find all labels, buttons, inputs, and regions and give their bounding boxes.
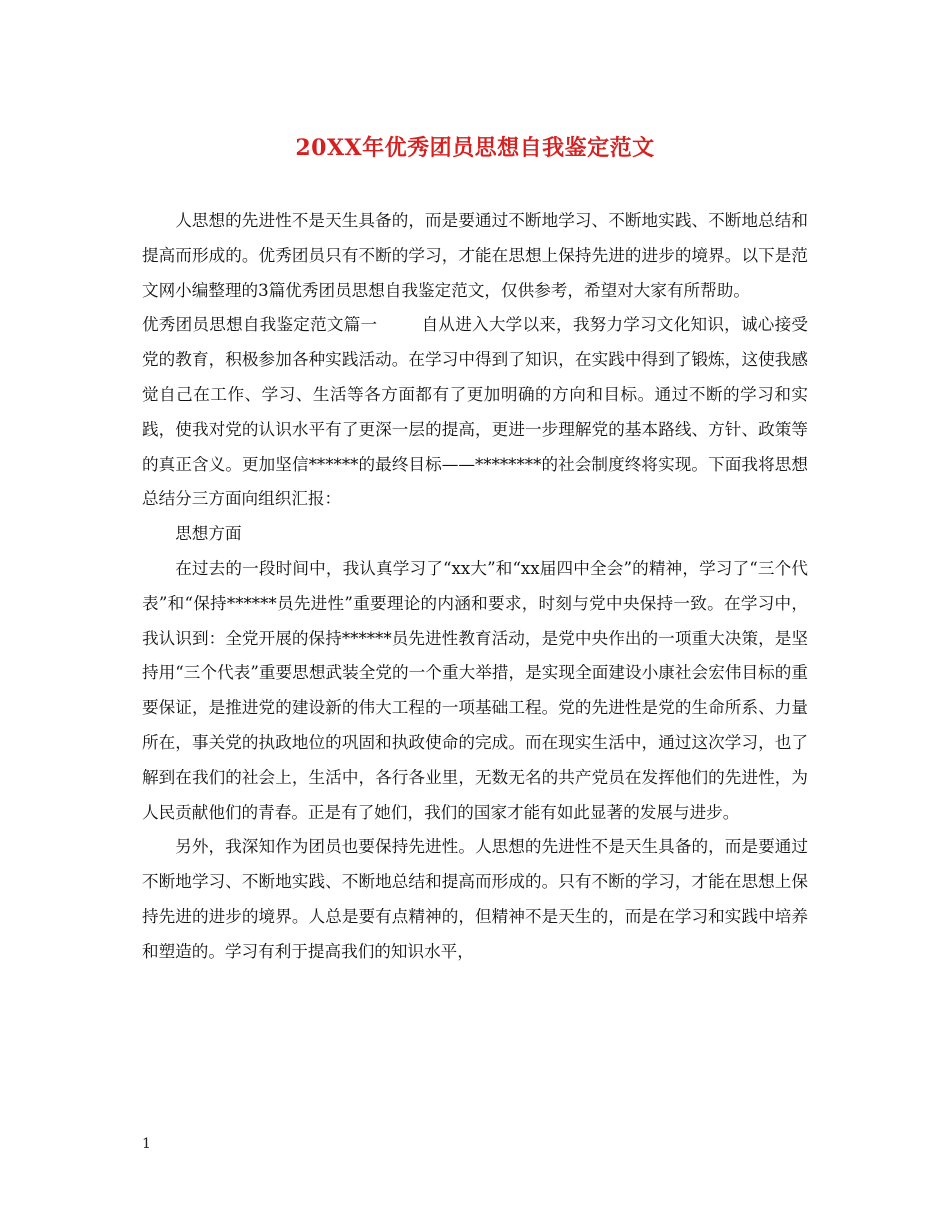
section-one-heading: 优秀团员思想自我鉴定范文篇一 xyxy=(142,315,378,335)
page-number: 1 xyxy=(142,1136,151,1152)
also-paragraph: 另外，我深知作为团员也要保持先进性。人思想的先进性不是天生具备的，而是要通过不断地学习、不断地实践、不断地总结和提高而形成的。只有不断的学习，才能在思想上保持先进的进步的境界。人总是要有点精神的，但精神不是天生的，而是在学习和实践中培养和塑造的。学习有利于提高我们的知识水平， xyxy=(142,837,808,961)
section-one-paragraph xyxy=(142,308,808,517)
thought-paragraph: 在过去的一段时间中，我认真学习了“xx大”和“xx届四中全会”的精神，学习了“三个代表”和“保持******员先进性”重要理论的内涵和要求，时刻与党中央保持一致。在学习中，我认识到：全党开展的保持******员先进性教育活动，是党中央作出的一项重大决策，是坚持用“三个代表”重要思想武装全党的一个重大举措，是实现全面建设小康社会宏伟目标的重要保证，是推进党的建设新的伟大工程的一项基础工程。党的先进性是党的生命所系、力量所在，事关党的执政地位的巩固和执政使命的完成。而在现实生活中，通过这次学习，也了解到在我们的社会上，生活中，各行各业里，无数无名的共产党员在发挥他们的先进性，为人民贡献他们的青春。正是有了她们，我们的国家才能有如此显著的发展与进步。 xyxy=(142,558,808,822)
document-body xyxy=(142,204,808,970)
document-title: 20XX年优秀团员思想自我鉴定范文 xyxy=(295,135,655,161)
thought-subheading: 思想方面 xyxy=(175,524,242,544)
section-one-text: 自从进入大学以来，我努力学习文化知识，诚心接受党的教育，积极参加各种实践活动。在学习中得到了知识，在实践中得到了锻炼，这使我感觉自己在工作、学习、生活等各方面都有了更加明确的方向和目标。通过不断的学习和实践，使我对党的认识水平有了更深一层的提高，更进一步理解党的基本路线、方针、政策等的真正含义。更加坚信******的最终目标——********的社会制度终将实现。下面我将思想总结分三方面向组织汇报： xyxy=(142,315,809,509)
intro-paragraph: 人思想的先进性不是天生具备的，而是要通过不断地学习、不断地实践、不断地总结和提高而形成的。优秀团员只有不断的学习，才能在思想上保持先进的进步的境界。以下是范文网小编整理的3篇优秀团员思想自我鉴定范文，仅供参考，希望对大家有所帮助。 xyxy=(142,211,808,300)
